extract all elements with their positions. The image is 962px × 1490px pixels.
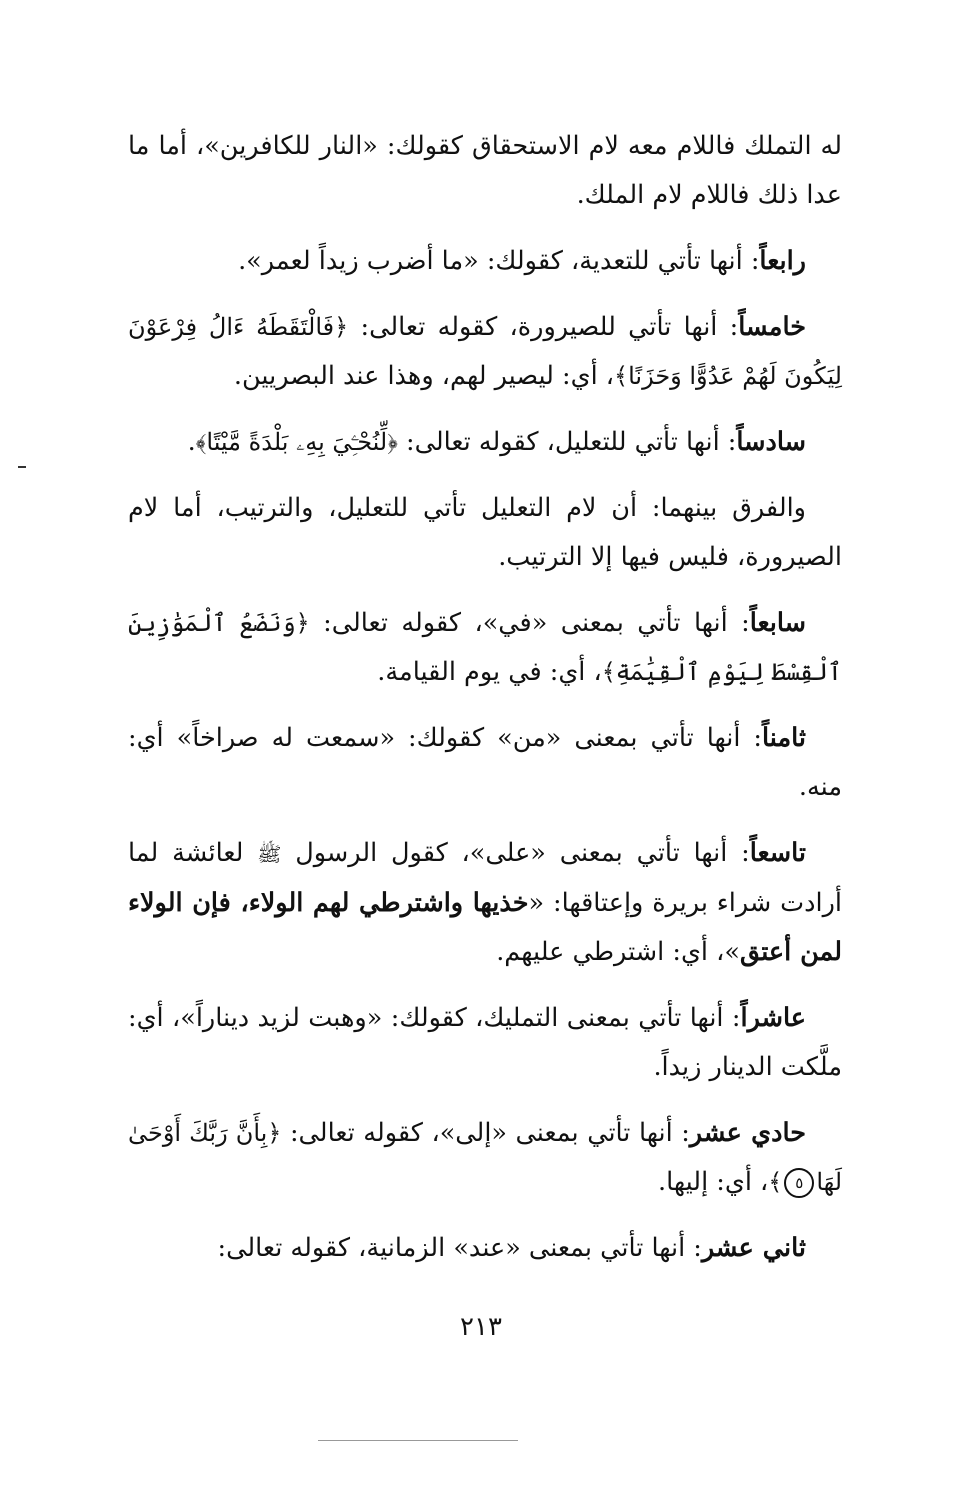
text-run: ، أي: ليصير لهم، وهذا عند البصريين.: [233, 361, 615, 391]
text-run: والفرق بينهما: أن لام التعليل تأتي للتعليل، والترتيب، أما لام الصيرورة، فليس فيها إلا الترتيب.: [128, 493, 842, 572]
paragraph: [128, 714, 842, 812]
hadith-quote: خذيها واشترطي لهم الولاء، فإن الولاء لمن أعتق: [128, 888, 842, 967]
paragraph-heading: سابعاً: [749, 608, 806, 638]
text-run: لعائشة لما أرادت شراء بريرة وإعتاقها: «: [128, 838, 842, 918]
paragraph-heading: عاشراً: [740, 1003, 806, 1033]
text-run: : أنها تأتي للتعليل، كقوله تعالى:: [397, 427, 737, 457]
salawat-glyph: ﷺ: [257, 842, 282, 866]
text-run: : أنها تأتي للتعدية، كقولك: «ما أضرب زيداً لعمر».: [238, 246, 760, 276]
paragraph-heading: ثامناً: [762, 723, 806, 753]
paragraph: [128, 1109, 842, 1207]
text-run: : أنها تأتي بمعنى «إلى»، كقوله تعالى:: [281, 1118, 690, 1148]
paragraph: [128, 484, 842, 582]
text-run: ، أي: في يوم القيامة.: [377, 657, 602, 687]
paragraph: [128, 829, 842, 977]
paragraph: [128, 994, 842, 1092]
ayah-number: ٥: [784, 1168, 814, 1198]
paragraph-heading: رابعاً: [759, 246, 806, 276]
text-run: : أنها تأتي بمعنى «من» كقولك: «سمعت له صراخاً» أي: منه.: [128, 723, 842, 802]
paragraph-heading: حادي عشر: [689, 1118, 806, 1148]
paragraph-heading: سادساً: [736, 427, 806, 457]
quran-verse: ﴾: [768, 1168, 783, 1196]
paragraph: [128, 599, 842, 697]
paragraph: [128, 418, 842, 467]
paragraph-heading: ثاني عشر: [701, 1233, 806, 1263]
paragraph: [128, 122, 842, 220]
paragraph: [128, 237, 842, 286]
quran-verse: ﴿فَالْتَقَطَهُ ءَالُ فِرْعَوْنَ لِيَكُونَ لَهُمْ عَدُوًّا وَحَزَنًا﴾: [128, 313, 842, 390]
text-run: : أنها تأتي بمعنى «عند» الزمانية، كقوله تعالى:: [217, 1233, 702, 1263]
page-number: ٢١٣: [460, 1312, 502, 1342]
text-run: : أنها تأتي بمعنى التمليك، كقولك: «وهبت لزيد ديناراً»، أي: ملَّكت الدينار زيداً.: [128, 1003, 842, 1082]
scan-edge-line: [318, 1440, 518, 1441]
text-run: .: [187, 427, 196, 457]
paragraph-heading: تاسعاً: [749, 838, 807, 868]
quran-verse: ﴿وَنَضَعُ ٱلْمَوَٰزِينَ ٱلْقِسْطَ لِيَوْمِ ٱلْقِيَٰمَةِ﴾: [128, 609, 842, 686]
paragraph-heading: خامساً: [738, 312, 806, 342]
text-run: : أنها تأتي بمعنى «على»، كقول الرسول: [281, 838, 750, 868]
quran-verse: ﴿بِأَنَّ رَبَّكَ أَوْحَىٰ لَهَا: [128, 1119, 842, 1196]
text-run: : أنها تأتي بمعنى «في»، كقوله تعالى:: [309, 608, 750, 638]
paragraph: [128, 303, 842, 401]
margin-mark: [18, 466, 26, 468]
text-run: ، أي: إليها.: [657, 1167, 769, 1197]
text-run: له التملك فاللام معه لام الاستحقاق كقولك: «النار للكافرين»، أما ما عدا ذلك فاللام لام الملك.: [128, 131, 842, 210]
text-run: »، أي: اشترطي عليهم.: [496, 937, 740, 967]
text-run: : أنها تأتي للصيرورة، كقوله تعالى:: [348, 312, 739, 342]
quran-verse: ﴿لِّنُحْـِۧيَ بِهِۦ بَلْدَةً مَّيْتًا﴾: [195, 428, 398, 456]
paragraph: [128, 1224, 842, 1273]
page-body: [128, 122, 842, 1290]
